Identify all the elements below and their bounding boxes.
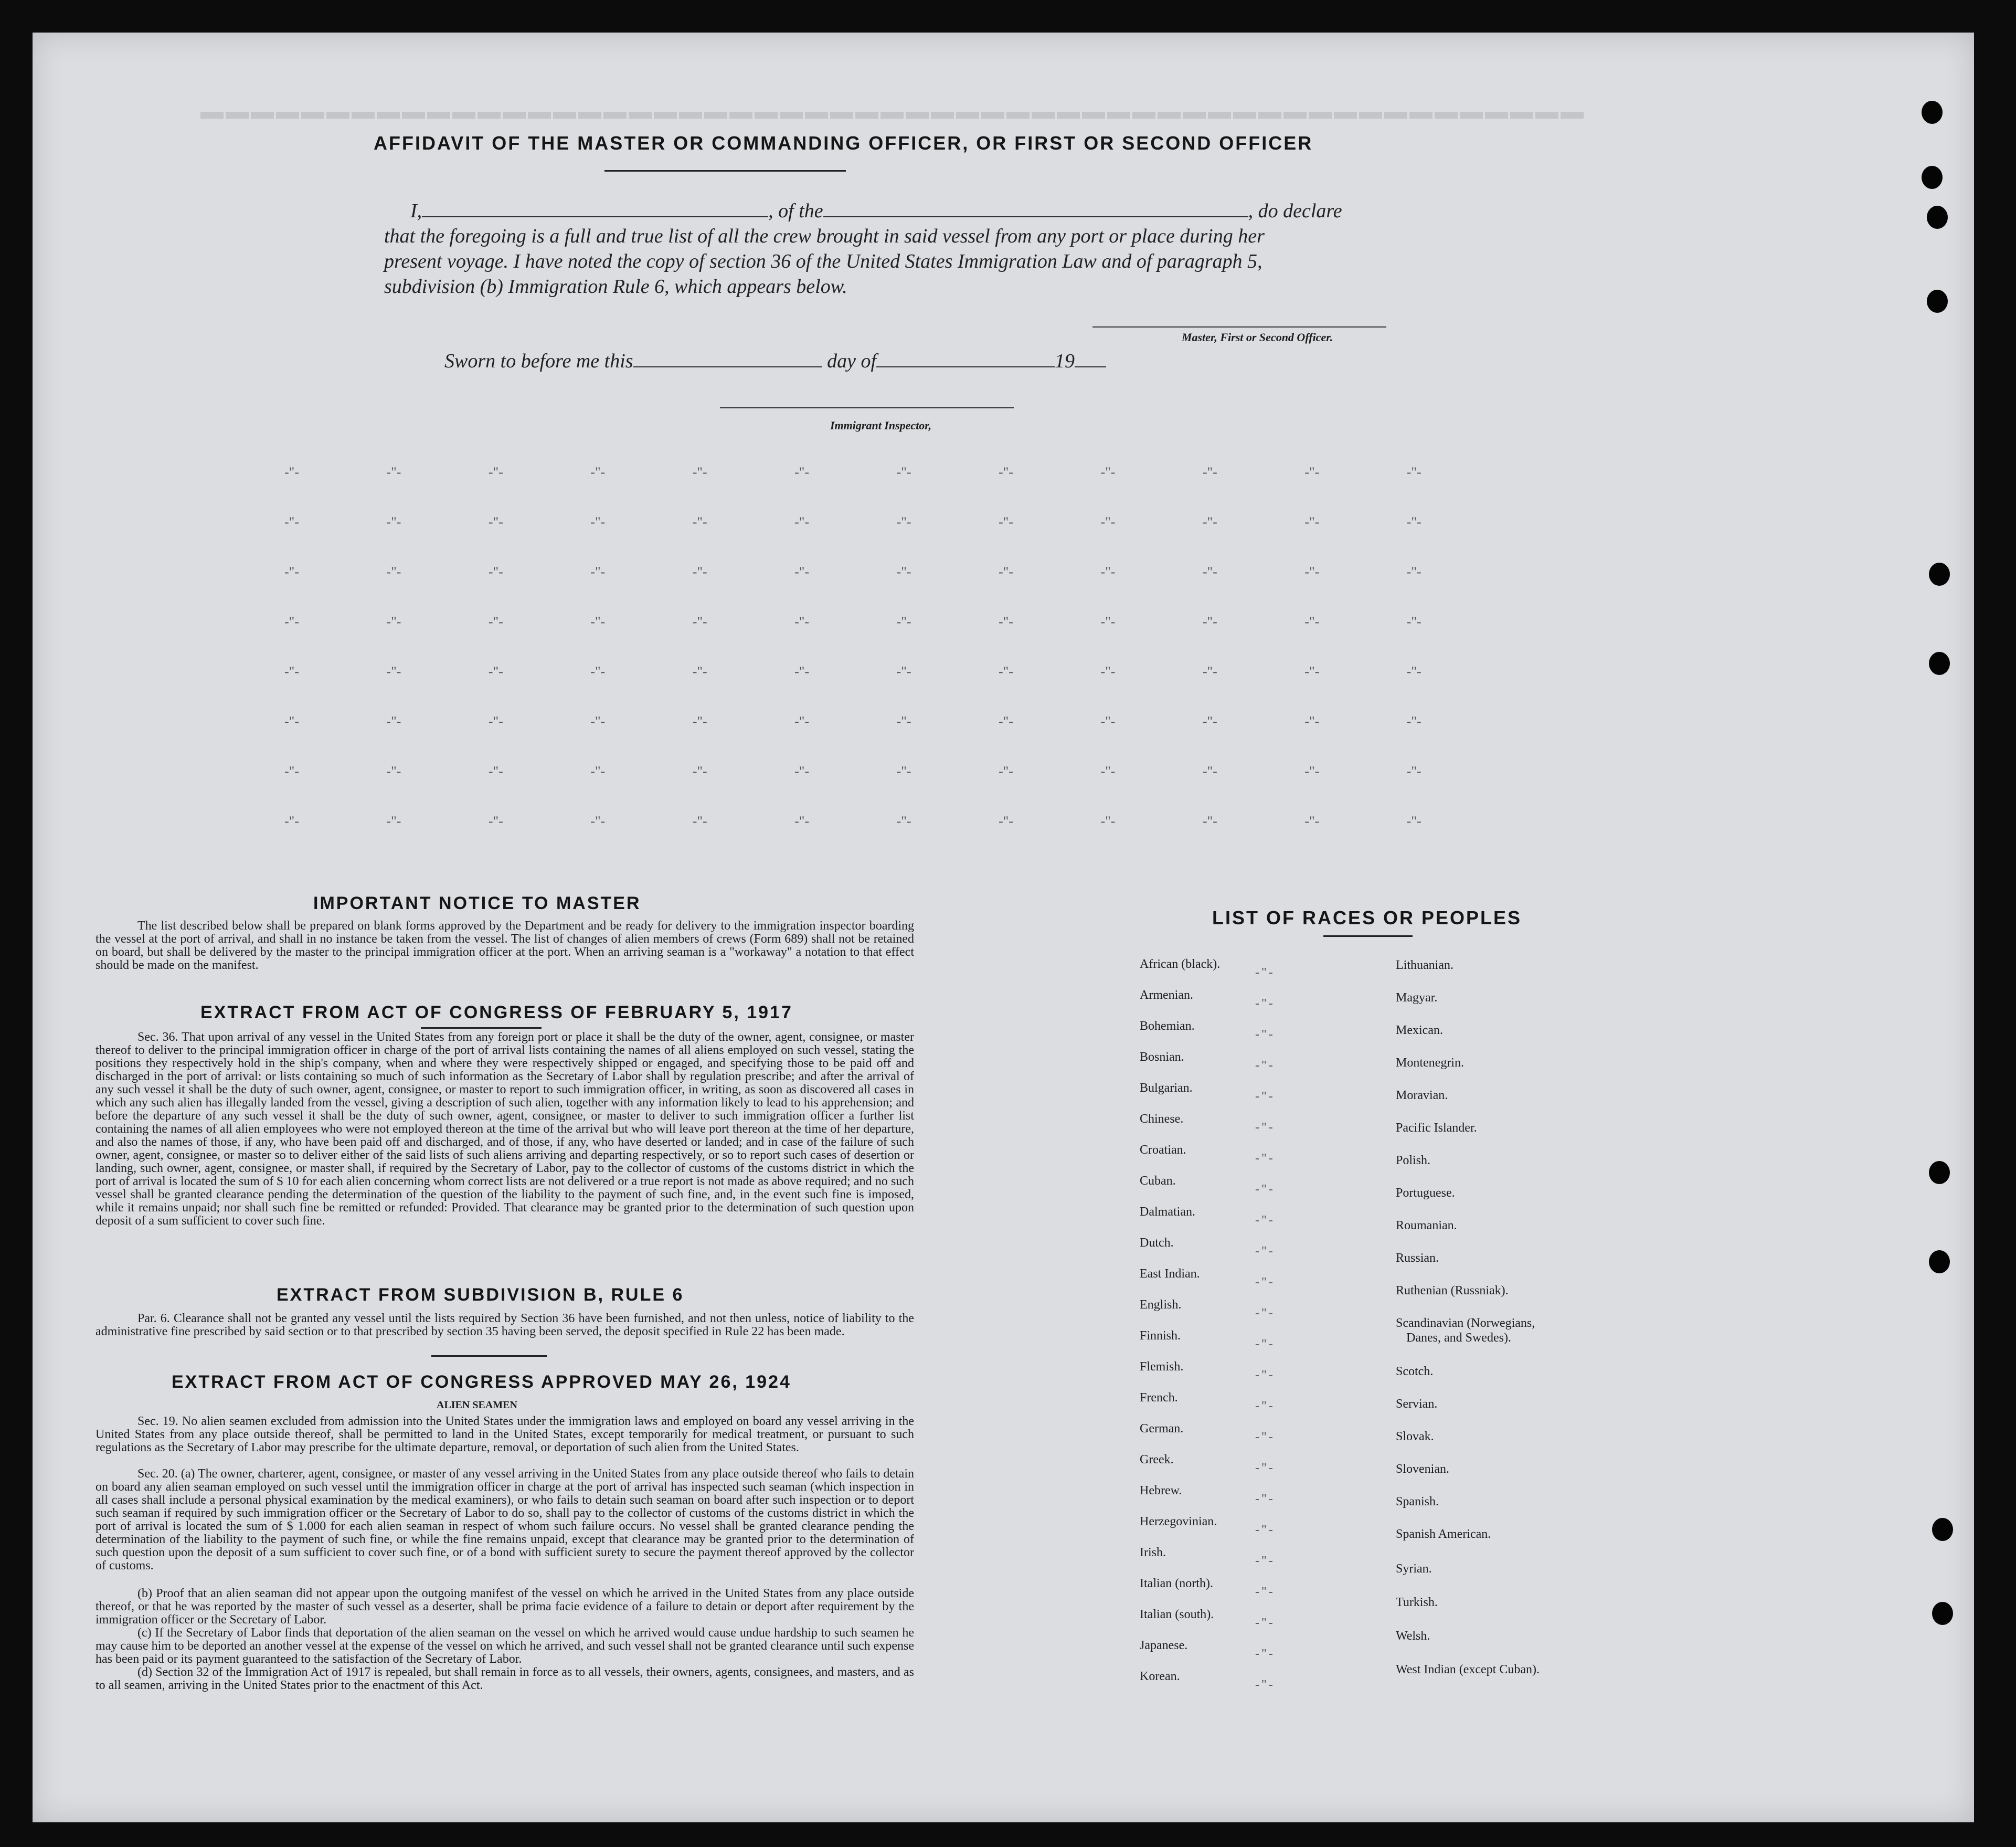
punch-hole [1927,290,1948,313]
race-item: Scotch. [1396,1365,1434,1378]
punch-hole [1922,101,1943,124]
affidavit-do-declare: , do declare [1248,200,1342,222]
ditto-marks: -"- -"- -"- -"- -"- -"- -"- -"- -"- -"- -"- -"- -"- -"- -"- -"- -"- -"- -"- -"- -"- -"- -"- -"- -"- -"- -"- -"- -"- -"- -"- -"- -"- -"- -"- -"- -"- -"- -"- -"- -"- -"- -"- -"- -"- -"- -"- -"- -"- -"- -"- -"- -"- -"- -"- -"- -"- -"- -"- -"- -"- -"- -"- -"- -"- -"- -"- -"- -"- -"- -"- -"- -"- -"- -"- -"- -"- -"- -"- -"- -"- -"- -"- -"- -"- -"- -"- -"- -"- -"- -"- -"- -"- -"- -"- -"- [284,465,1421,829]
race-item: Korean. [1140,1670,1180,1683]
name-blank[interactable] [422,216,768,217]
day-blank[interactable] [633,366,822,367]
punch-hole [1932,1518,1953,1541]
year-prefix: 19 [1055,350,1075,372]
extract-1917-text: Sec. 36. That upon arrival of any vessel in the United States from any foreign port or place it shall be the duty of the owner, agent, consignee, or master thereof to deliver to the principal immigration officer in charge of the port of arrival lists containing the names of all aliens employed on such vessel, stating the positions they respectively hold in the ship's company, when and where they were respectively shipped or engaged, and specifying those to be paid off and discharged in the port of arrival: or lists containing so much of such information as the Secretary of Labor shall by regulation prescribe; and after the arrival of any such vessel it shall be the duty of such owner, agent, consignee, or master to report to such immigration officer, in writing, as soon as discovered all cases in which any such alien has illegally landed from the vessel, giving a description of such alien, together with any information likely to lead to his apprehension; and before the departure of any such vessel it shall be the duty of such owner, agent, consignee, or master to deliver to such immigration officer a further list containing the names of all alien employees who were not employed thereon at the time of the arrival but who will leave port thereon at the time of her departure, and also the names of those, if any, who have been paid off and discharged, and of those, if any, who have deserted or landed; and in case of the failure of such owner, agent, consignee, or master so to deliver either of the said lists of such aliens arriving and departing respectively, or so to report such cases of desertion or landing, such owner, agent, consignee, or master shall, if required by the Secretary of Labor, pay to the collector of customs of the customs district in which the port of arrival is located the sum of $ 10 for each alien concerning whom correct lists are not delivered or a true report is not made as above required; and no such vessel shall be granted clearance pending the determination of the question of the liability to the payment of such fine, and, in the event such fine is imposed, while it remains unpaid; nor shall such fine be remitted or refunded: Provided. That clearance may be granted prior to the determination of such question upon deposit of a sum sufficient to cover such fine. [96,1030,914,1228]
punch-hole [1932,1602,1953,1625]
race-item: French. [1140,1391,1178,1405]
race-item: East Indian. [1140,1267,1200,1281]
inspector-label: Immigrant Inspector, [830,419,932,432]
race-item: Servian. [1396,1397,1438,1411]
extract-1924-sec19: Sec. 19. No alien seamen excluded from admission into the United States under the immigration laws and employed on board any vessel arriving in the United States from any place outside thereof, shall be permitted to land in the United States, except temporarily for medical treatment, or pursuant to such regulations as the Secretary of Labor may prescribe for the ultimate departure, removal, or deportation of such alien from the United States. [96,1415,914,1454]
alien-seamen-subtitle: ALIEN SEAMEN [437,1399,517,1411]
race-item: Lithuanian. [1396,958,1453,972]
punch-hole [1929,1161,1950,1184]
extract-1917-title: EXTRACT FROM ACT OF CONGRESS OF FEBRUARY 5, 1917 [200,1002,793,1022]
month-blank[interactable] [876,366,1055,367]
race-item: Russian. [1396,1251,1439,1265]
inspector-blank[interactable] [720,407,1014,408]
race-item: Croatian. [1140,1143,1186,1157]
race-item: African (black). [1140,957,1221,971]
affidavit-line-4: subdivision (b) Immigration Rule 6, which appears below. [384,276,847,298]
race-item: Bulgarian. [1140,1081,1193,1095]
year-blank[interactable] [1075,366,1106,367]
race-item: Mexican. [1396,1023,1443,1037]
punch-hole [1929,1250,1950,1273]
affidavit-declaration-line [389,199,1449,223]
race-item: Syrian. [1396,1562,1432,1576]
vessel-blank[interactable] [823,216,1248,217]
race-item: German. [1140,1422,1184,1436]
affidavit-line-2: that the foregoing is a full and true list of all the crew brought in said vessel from any port or place during her [384,225,1265,247]
race-item: Slovak. [1396,1430,1434,1443]
race-item: English. [1140,1298,1182,1312]
punch-hole [1929,563,1950,586]
extract-1924-sec20a: Sec. 20. (a) The owner, charterer, agent, consignee, or master of any vessel arriving in the United States from any place outside thereof who fails to detain on board any alien seaman employed on such vessel until the immigration officer in charge at the port of arrival has inspected such seaman (which inspection in all cases shall include a personal physical examination by the medical examiners), or who fails to detain such seaman on board after such inspection or to deport such seaman if required by such immigration officer or the Secretary of Labor to do so, shall pay to the collector of customs of the customs district in which the port of arrival is located the sum of $ 1.000 for each alien seaman in respect of whom such failure occurs. No vessel shall be granted clearance pending the determination of the liability to the payment of such fine, or while the fine remains unpaid, except that clearance may be granted prior to the determination of such question upon the deposit of a sum sufficient to cover such fine, or of a bond with sufficient surety to secure the payment thereof approved by the collector of customs. [96,1467,914,1572]
race-item: Polish. [1396,1154,1431,1167]
race-item: Italian (north). [1140,1577,1213,1590]
races-title: LIST OF RACES OR PEOPLES [1212,907,1522,928]
punch-hole [1922,166,1943,189]
race-item: Ruthenian (Russniak). [1396,1284,1509,1297]
signature-label: Master, First or Second Officer. [1182,331,1333,344]
race-item: Pacific Islander. [1396,1121,1477,1135]
rule6-rule [431,1355,547,1357]
race-item: Dutch. [1140,1236,1174,1250]
race-item: Dalmatian. [1140,1205,1195,1219]
sworn-label: Sworn to before me this [444,350,633,372]
race-item: Hebrew. [1140,1484,1182,1497]
races-left-ditto-column: -"- -"- -"- -"- -"- -"- -"- -"- -"- -"- -"- -"- -"- -"- -"- -"- -"- -"- -"- -"- -"- -"- -"- -"- [1255,966,1275,1692]
affidavit-i: I, [410,200,422,222]
extract-1924-sec20b: (b) Proof that an alien seaman did not appear upon the outgoing manifest of the vessel on which he arrived in the United States from any place outside thereof, or that he was reported by the master of such vessel as a deserter, shall be prima facie evidence of a failure to detain or deport after requirement by the immigration officer or the Secretary of Labor. [96,1587,914,1627]
race-item: Italian (south). [1140,1608,1214,1621]
race-item: Herzegovinian. [1140,1515,1217,1528]
races-rule [1323,935,1413,937]
affidavit-of-the: , of the [768,200,823,222]
extract-1924-title: EXTRACT FROM ACT OF CONGRESS APPROVED MAY 26, 1924 [172,1372,791,1392]
race-item: Finnish. [1140,1329,1181,1343]
sworn-line [444,350,1106,373]
day-of-label: day of [827,350,877,372]
race-item: Danes, and Swedes). [1406,1331,1511,1345]
race-item: Scandinavian (Norwegians, [1396,1316,1535,1330]
race-item: Slovenian. [1396,1462,1449,1476]
rule6-title: EXTRACT FROM SUBDIVISION B, RULE 6 [277,1285,684,1305]
race-item: Magyar. [1396,991,1438,1005]
race-item: Turkish. [1396,1596,1438,1609]
race-item: Spanish American. [1396,1527,1491,1541]
race-item: Bosnian. [1140,1050,1184,1064]
punch-hole [1929,652,1950,675]
race-item: West Indian (except Cuban). [1396,1663,1540,1676]
race-item: Irish. [1140,1546,1166,1559]
race-item: Japanese. [1140,1639,1188,1652]
document-sheet [33,33,1974,1822]
affidavit-title: AFFIDAVIT OF THE MASTER OR COMMANDING OFFICER, OR FIRST OR SECOND OFFICER [374,132,1313,154]
affidavit-line-3: present voyage. I have noted the copy of section 36 of the United States Immigration Law and of paragraph 5, [384,250,1262,272]
rule6-text: Par. 6. Clearance shall not be granted any vessel until the lists required by Section 36 have been furnished, and not then unless, notice of liability to the administrative fine prescribed by said section or to that prescribed by section 35 having been served, the deposit specified in Rule 22 has been made. [96,1312,914,1338]
notice-text: The list described below shall be prepared on blank forms approved by the Department and be ready for delivery to the immigration inspector boarding the vessel at the port of arrival, and shall in no instance be taken from the vessel. The list of changes of alien members of crews (Form 689) shall not be retained on board, but shall be delivered by the master to the principal immigration officer at the port. When an arriving seaman is a "workaway" a notation to that effect should be made on the manifest. [96,919,914,972]
race-item: Armenian. [1140,988,1193,1002]
race-item: Greek. [1140,1453,1174,1466]
punch-hole [1927,206,1948,229]
signature-blank[interactable] [1092,326,1386,328]
race-item: Montenegrin. [1396,1056,1464,1070]
extract-1924-sec20c: (c) If the Secretary of Labor finds that deportation of the alien seaman on the vessel on which he arrived would cause undue hardship to such seamen he may cause him to be deported an another vessel at the expense of the vessel on which he arrived, and such vessel shall not be granted clearance until such expense has been paid or its payment guaranteed to the satisfaction of the Secretary of Labor. [96,1626,914,1666]
extract-1924-sec20d: (d) Section 32 of the Immigration Act of 1917 is repealed, but shall remain in force as to all vessels, their owners, agents, consignees, and masters, and as to all seamen, arriving in the United States prior to the enactment of this Act. [96,1665,914,1692]
race-item: Bohemian. [1140,1019,1195,1033]
race-item: Portuguese. [1396,1186,1455,1200]
race-item: Roumanian. [1396,1219,1457,1232]
extract-1917-rule [421,1027,542,1029]
race-item: Cuban. [1140,1174,1176,1188]
race-item: Moravian. [1396,1089,1448,1102]
reverse-bleed-through: ▬▬▬▬▬▬▬▬▬▬▬▬▬▬▬▬▬▬▬▬▬▬▬▬▬▬▬▬▬▬▬▬▬▬▬▬▬▬▬▬▬▬▬▬▬▬▬▬▬▬▬▬▬▬▬ [200,107,1586,132]
race-item: Welsh. [1396,1629,1430,1643]
race-item: Chinese. [1140,1112,1184,1126]
race-item: Spanish. [1396,1495,1439,1508]
race-item: Flemish. [1140,1360,1184,1374]
affidavit-title-rule [604,170,846,172]
notice-title: IMPORTANT NOTICE TO MASTER [313,893,641,913]
